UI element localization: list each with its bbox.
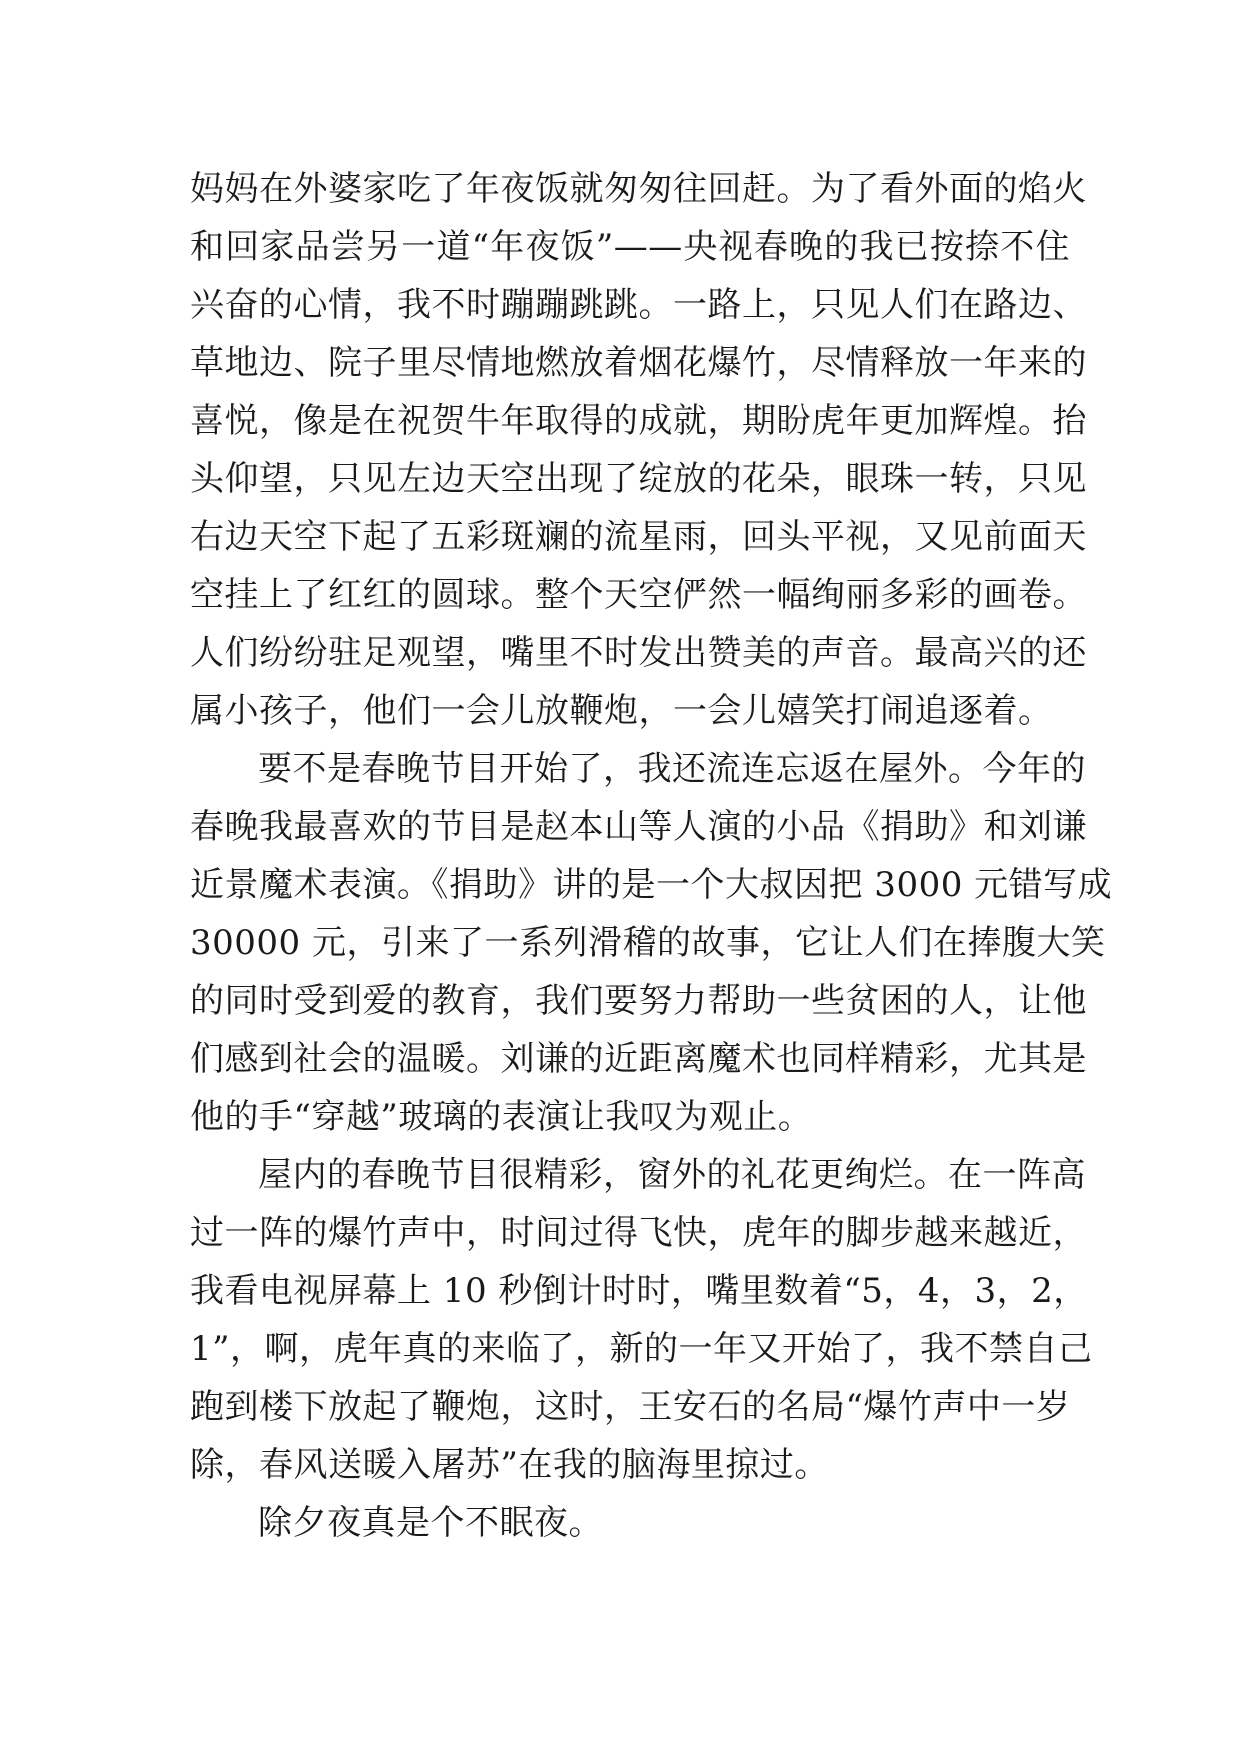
text-line: 他的手“穿越”玻璃的表演让我叹为观止。 [190,1097,813,1137]
text-line: 们感到社会的温暖。刘谦的近距离魔术也同样精彩，尤其是 [190,1039,1087,1079]
paragraph-2 [190,740,1113,1146]
text-line: 跑到楼下放起了鞭炮，这时，王安石的名局“爆竹声中一岁 [190,1387,1071,1427]
text-line: 妈妈在外婆家吃了年夜饭就匆匆往回赶。为了看外面的焰火 [190,169,1087,209]
text-line: 除，春风送暖入屠苏”在我的脑海里掠过。 [190,1445,829,1485]
text-line: 人们纷纷驻足观望，嘴里不时发出赞美的声音。最高兴的还 [190,633,1087,673]
text-line: 屋内的春晚节目很精彩，窗外的礼花更绚烂。在一阵高 [258,1155,1086,1195]
text-line: 过一阵的爆竹声中，时间过得飞快，虎年的脚步越来越近， [190,1213,1087,1253]
text-line: 近景魔术表演。《捐助》讲的是一个大叔因把 3000 元错写成 [190,865,1113,905]
text-line: 头仰望，只见左边天空出现了绽放的花朵，眼珠一转，只见 [190,459,1087,499]
essay-body [190,160,1113,1552]
text-line: 我看电视屏幕上 10 秒倒计时时，嘴里数着“5，4，3，2， [190,1271,1088,1311]
text-line: 属小孩子，他们一会儿放鞭炮，一会儿嬉笑打闹追逐着。 [190,691,1053,731]
paragraph-4 [190,1494,1070,1552]
text-line: 兴奋的心情，我不时蹦蹦跳跳。一路上，只见人们在路边、 [190,285,1087,325]
text-line: 除夕夜真是个不眠夜。 [258,1503,603,1543]
text-line: 空挂上了红红的圆球。整个天空俨然一幅绚丽多彩的画卷。 [190,575,1087,615]
paragraph-3 [190,1146,1093,1494]
text-line: 的同时受到爱的教育，我们要努力帮助一些贫困的人，让他 [190,981,1087,1021]
text-line: 30000 元，引来了一系列滑稽的故事，它让人们在捧腹大笑 [190,923,1106,963]
text-line: 草地边、院子里尽情地燃放着烟花爆竹，尽情释放一年来的 [190,343,1087,383]
text-line: 喜悦，像是在祝贺牛年取得的成就，期盼虎年更加辉煌。抬 [190,401,1087,441]
text-line: 和回家品尝另一道“年夜饭”——央视春晚的我已按捺不住 [190,227,1070,267]
text-line: 春晚我最喜欢的节目是赵本山等人演的小品《捐助》和刘谦 [190,807,1087,847]
text-line: 要不是春晚节目开始了，我还流连忘返在屋外。今年的 [258,749,1086,789]
text-line: 右边天空下起了五彩斑斓的流星雨，回头平视，又见前面天 [190,517,1087,557]
paragraph-1 [190,160,1087,740]
text-line: 1”，啊，虎年真的来临了，新的一年又开始了，我不禁自己 [190,1329,1093,1369]
